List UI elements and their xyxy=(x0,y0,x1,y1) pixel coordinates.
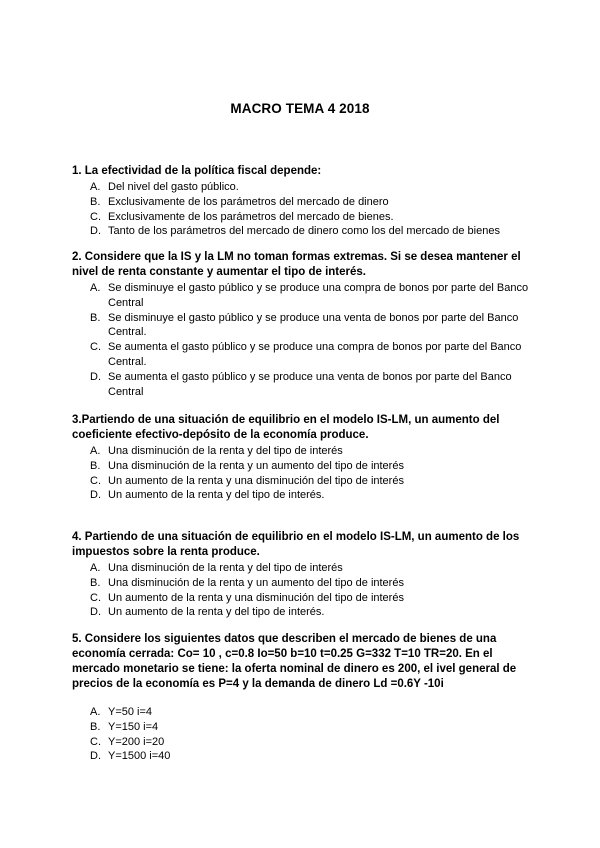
option-text: Del nivel del gasto público. xyxy=(108,181,239,193)
question-1 xyxy=(72,164,542,239)
option-b xyxy=(72,195,542,210)
option-b xyxy=(72,576,542,591)
spacer xyxy=(72,692,542,704)
option-letter: C. xyxy=(90,591,101,604)
question-1-options xyxy=(72,180,542,239)
option-a xyxy=(72,561,542,576)
option-letter: D. xyxy=(90,750,101,763)
option-c xyxy=(72,591,542,606)
question-3 xyxy=(72,413,542,503)
option-text: Y=1500 i=40 xyxy=(108,750,171,763)
option-letter: D. xyxy=(90,489,101,502)
option-letter: B. xyxy=(90,576,101,589)
option-b xyxy=(72,720,542,735)
option-b xyxy=(72,459,542,474)
question-2 xyxy=(72,250,542,399)
question-3-options xyxy=(72,444,542,503)
option-text: Y=50 i=4 xyxy=(108,706,153,718)
option-letter: C. xyxy=(90,735,101,748)
option-text: Exclusivamente de los parámetros del mercado de bienes. xyxy=(108,210,394,223)
option-letter: B. xyxy=(90,459,101,472)
question-3-stem: 3.Partiendo de una situación de equilibrio en el modelo IS-LM, un aumento del coeficiente efectivo-depósito de la economía produce. xyxy=(72,414,500,441)
option-text: Un aumento de la renta y una disminución del tipo de interés xyxy=(108,591,404,604)
option-letter: D. xyxy=(90,225,101,238)
option-letter: A. xyxy=(90,181,101,193)
question-5-options xyxy=(72,705,542,764)
option-letter: C. xyxy=(90,210,101,223)
option-text: Se disminuye el gasto público y se produce una compra de bonos por parte del Banco Central xyxy=(108,282,529,309)
option-letter: D. xyxy=(90,606,101,619)
option-a xyxy=(72,180,542,195)
option-text: Una disminución de la renta y del tipo de interés xyxy=(108,562,343,574)
document-title: MACRO TEMA 4 2018 xyxy=(230,101,370,116)
option-d xyxy=(72,605,542,620)
option-letter: A. xyxy=(90,562,101,574)
option-text: Y=200 i=20 xyxy=(108,735,165,748)
option-d xyxy=(72,224,542,239)
option-text: Se aumenta el gasto público y se produce una venta de bonos por parte del Banco Central xyxy=(108,370,512,398)
option-c xyxy=(72,474,542,489)
option-text: Se disminuye el gasto público y se produce una venta de bonos por parte del Banco Central. xyxy=(108,311,519,339)
option-d xyxy=(72,749,542,764)
question-4-options xyxy=(72,561,542,620)
option-text: Exclusivamente de los parámetros del mercado de dinero xyxy=(108,195,389,208)
question-4 xyxy=(72,530,542,620)
option-b xyxy=(72,311,542,341)
option-a xyxy=(72,281,542,311)
question-5 xyxy=(72,632,542,764)
option-letter: A. xyxy=(90,706,101,718)
option-a xyxy=(72,705,542,720)
option-text: Un aumento de la renta y del tipo de interés. xyxy=(108,489,325,502)
option-letter: B. xyxy=(90,195,101,208)
option-text: Tanto de los parámetros del mercado de dinero como los del mercado de bienes xyxy=(108,225,500,238)
question-2-stem: 2. Considere que la IS y la LM no toman formas extremas. Si se desea mantener el nivel de renta constante y aumentar el tipo de interés. xyxy=(72,251,521,278)
option-d xyxy=(72,488,542,503)
option-letter: C. xyxy=(90,474,101,487)
option-c xyxy=(72,210,542,225)
option-letter: A. xyxy=(90,282,101,294)
option-c xyxy=(72,735,542,750)
option-letter: B. xyxy=(90,311,101,324)
option-text: Una disminución de la renta y del tipo de interés xyxy=(108,445,343,457)
option-text: Una disminución de la renta y un aumento del tipo de interés xyxy=(108,459,404,472)
option-text: Se aumenta el gasto público y se produce una compra de bonos por parte del Banco Central. xyxy=(108,341,522,368)
option-c xyxy=(72,340,542,370)
question-4-stem: 4. Partiendo de una situación de equilibrio en el modelo IS-LM, un aumento de los impuestos sobre la renta produce. xyxy=(72,531,520,558)
option-text: Un aumento de la renta y del tipo de interés. xyxy=(108,606,325,619)
option-text: Un aumento de la renta y una disminución del tipo de interés xyxy=(108,474,404,487)
option-text: Y=150 i=4 xyxy=(108,720,159,733)
option-letter: A. xyxy=(90,445,101,457)
option-a xyxy=(72,444,542,459)
option-letter: D. xyxy=(90,370,101,383)
option-text: Una disminución de la renta y un aumento del tipo de interés xyxy=(108,576,404,589)
option-d xyxy=(72,370,542,400)
option-letter: C. xyxy=(90,341,101,354)
question-1-stem: 1. La efectividad de la política fiscal depende: xyxy=(72,165,322,177)
question-5-stem: 5. Considere los siguientes datos que describen el mercado de bienes de una economía cerrada: Co= 10 , c=0.8 Io=50 b=10 t=0.25 G=332 T=10 TR=20. En el mercado monetario se tiene: la oferta nominal de dinero es 200, el ivel general de precios de la economía es P=4 y la demanda de dinero Ld =0.6Y -10i xyxy=(72,633,517,690)
option-letter: B. xyxy=(90,720,101,733)
question-2-options xyxy=(72,281,542,399)
